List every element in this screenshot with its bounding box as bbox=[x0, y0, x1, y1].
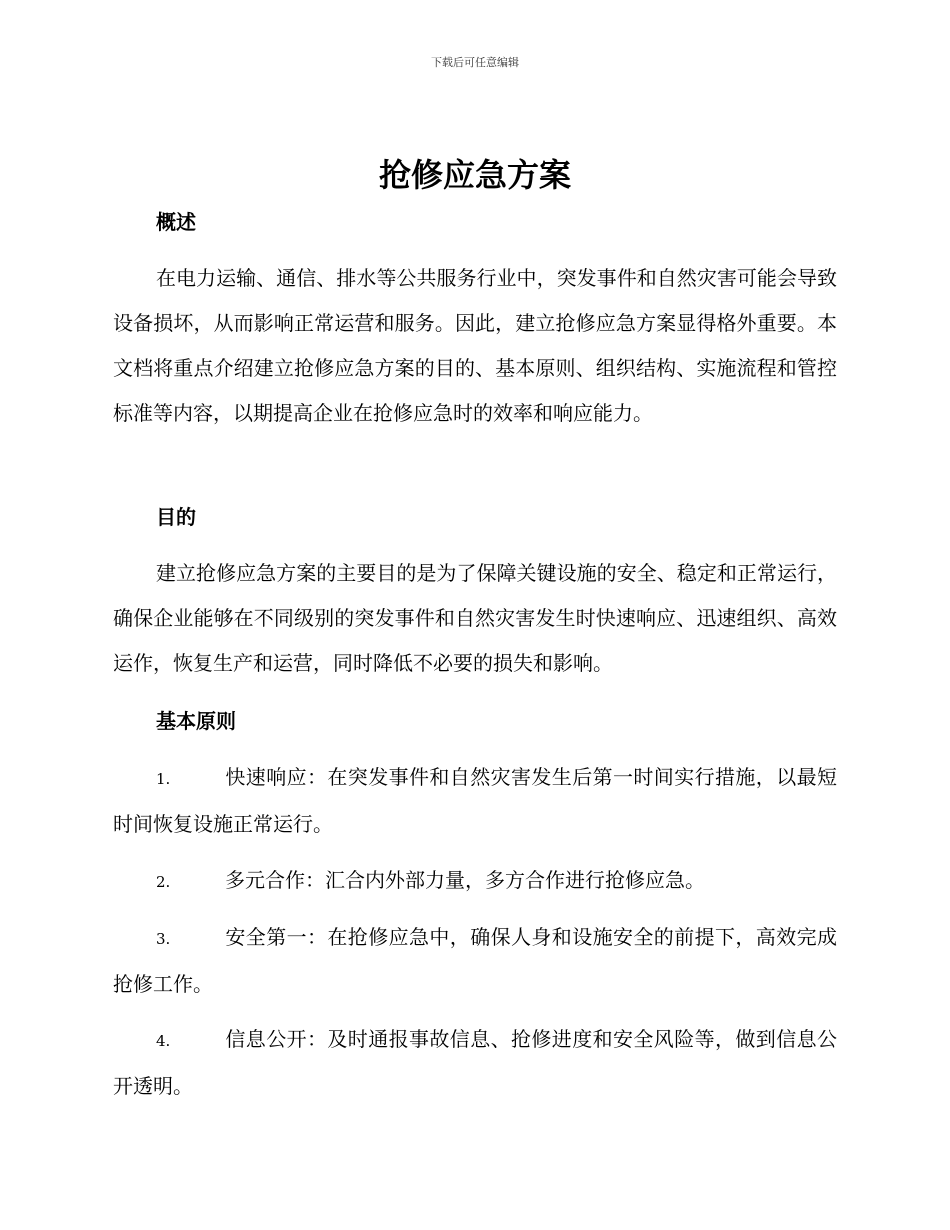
list-item-number: 1. bbox=[156, 770, 171, 788]
list-item-number: 3. bbox=[156, 930, 171, 948]
list-item-number: 4. bbox=[156, 1032, 171, 1050]
header-note: 下载后可任意编辑 bbox=[431, 56, 519, 69]
list-item bbox=[113, 858, 837, 905]
section-heading-principles: 基本原则 bbox=[156, 709, 236, 733]
section-body-purpose: 建立抢修应急方案的主要目的是为了保障关键设施的安全、稳定和正常运行，确保企业能够在不同级别的突发事件和自然灾害发生时快速响应、迅速组织、高效运作，恢复生产和运营，同时降低不必要的损失和影响。 bbox=[113, 561, 837, 675]
document-title: 抢修应急方案 bbox=[378, 156, 571, 194]
section-heading-purpose: 目的 bbox=[156, 505, 196, 529]
list-item bbox=[113, 1017, 837, 1109]
section-heading-overview: 概述 bbox=[156, 210, 196, 234]
list-item-number: 2. bbox=[156, 873, 171, 891]
list-item bbox=[113, 755, 837, 847]
list-item-text: 安全第一：在抢修应急中，确保人身和设施安全的前提下，高效完成抢修工作。 bbox=[113, 925, 837, 996]
list-item-text: 信息公开：及时通报事故信息、抢修进度和安全风险等，做到信息公开透明。 bbox=[113, 1027, 837, 1098]
list-item bbox=[113, 915, 837, 1007]
list-item-text: 快速响应：在突发事件和自然灾害发生后第一时间实行措施，以最短时间恢复设施正常运行。 bbox=[113, 765, 837, 836]
list-item-text: 多元合作：汇合内外部力量，多方合作进行抢修应急。 bbox=[225, 868, 705, 892]
section-body-overview: 在电力运输、通信、排水等公共服务行业中，突发事件和自然灾害可能会导致设备损坏，从而影响正常运营和服务。因此，建立抢修应急方案显得格外重要。本文档将重点介绍建立抢修应急方案的目的、基本原则、组织结构、实施流程和管控标准等内容，以期提高企业在抢修应急时的效率和响应能力。 bbox=[113, 266, 837, 425]
